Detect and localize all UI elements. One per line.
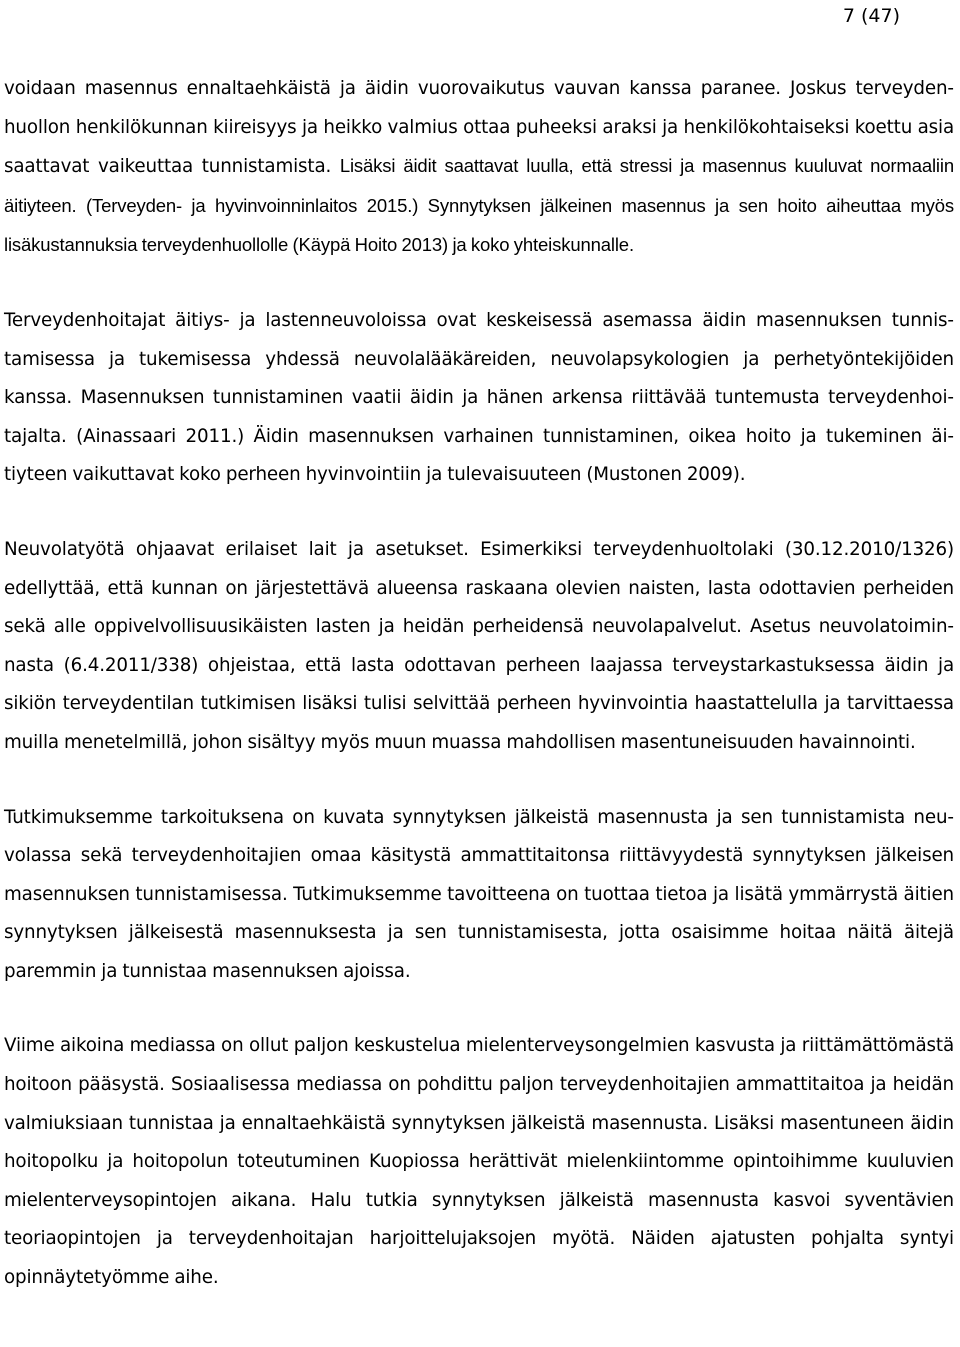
paragraph-4: Tutkimuksemme tarkoituksena on kuvata synnytyksen jälkeistä masennusta ja sen tunnistamista neuvolassa sekä terveydenhoitajien omaa käsitystä ammattitaitonsa riittävyydestä synnytyksen jälkeisen masennuksen tunnistamisessa. Tutkimuksemme tavoitteena on tuottaa tietoa ja lisätä ymmärrystä äitien synnytyksen jälkeisestä masennuksesta ja sen tunnistamisesta, jotta osaisimme hoitaa näitä äitejä paremmin ja tunnistaa masennuksen ajoissa. — [4, 806, 954, 982]
paragraph-1-part-1: voidaan masennus ennaltaehkäistä ja äidin vuorovaikutus vauvan kanssa paranee. Joskus terveydenhuollon henkilökunnan kiireisyys ja heikko valmius ottaa puheeksi araksi ja henkilökohtaiseksi koettu asia saattavat vaikeuttaa tunnistamista. — [4, 78, 954, 178]
paragraph-5: Viime aikoina mediassa on ollut paljon keskustelua mielenterveysongelmien kasvusta ja riittämättömästä hoitoon pääsystä. Sosiaalisessa mediassa on pohdittu paljon terveydenhoitajien ammattitaitoa ja heidän valmiuksiaan tunnistaa ja ennaltaehkäistä synnytyksen jälkeistä masennusta. Lisäksi masentuneen äidin hoitopolku ja hoitopolun toteutuminen Kuopiossa herättivät mielenkiintomme opintoihimme kuuluvien mielenterveysopintojen aikana. Halu tutkia synnytyksen jälkeistä masennusta kasvoi syventävien teoriaopintojen ja terveydenhoitajan harjoittelujaksojen myötä. Näiden ajatusten pohjalta syntyi opinnäytetyömme aihe. — [4, 1035, 954, 1289]
paragraph-2: Terveydenhoitajat äitiys- ja lastenneuvoloissa ovat keskeisessä asemassa äidin masennuksen tunnistamisessa ja tukemisessa yhdessä neuvolalääkäreiden, neuvolapsykologien ja perhetyöntekijöiden kanssa. Masennuksen tunnistaminen vaatii äidin ja hänen arkensa riittävää tuntemusta terveydenhoitajalta. (Ainassaari 2011.) Äidin masennuksen varhainen tunnistaminen, oikea hoito ja tukeminen äitiyteen vaikuttavat koko perheen hyvinvointiin ja tulevaisuuteen (Mustonen 2009). — [4, 309, 954, 486]
paragraph-1 — [4, 70, 954, 266]
paragraph-3: Neuvolatyötä ohjaavat erilaiset lait ja asetukset. Esimerkiksi terveydenhuoltolaki (30.12.2010/1326) edellyttää, että kunnan on järjestettävä alueensa raskaana olevien naisten, lasta odottavien perheiden sekä alle oppivelvollisuusikäisten lasten ja heidän perheidensä neuvolapalvelut. Asetus neuvolatoiminnasta (6.4.2011/338) ohjeistaa, että lasta odottavan perheen laajassa terveystarkastuksessa äidin ja sikiön terveydentilan tutkimisen lisäksi tulisi selvittää perheen hyvinvointia haastattelulla ja tarvittaessa muilla menetelmillä, johon sisältyy myös muun muassa mahdollisen masentuneisuuden havainnointi. — [4, 538, 954, 753]
paragraph-1-part-2: Lisäksi äidit saattavat luulla, että stressi ja masennus kuuluvat normaaliin äitiyteen. (Terveyden- ja hyvinvoinninlaitos 2015.) Synnytyksen jälkeinen masennus ja sen hoito aiheuttaa myös lisäkustannuksia terveydenhuollolle (Käypä Hoito 2013) ja koko yhteiskunnalle. — [4, 155, 954, 256]
page-number: 7 (47) — [842, 5, 900, 27]
document-body — [4, 70, 954, 1298]
